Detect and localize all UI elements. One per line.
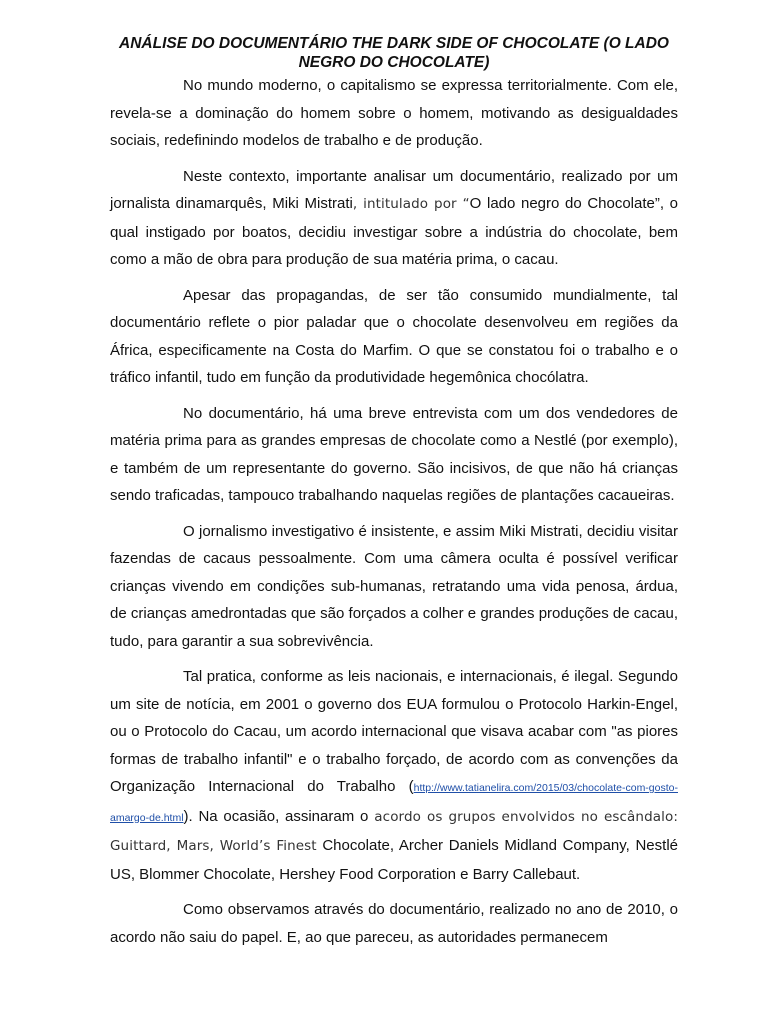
paragraph-5: O jornalismo investigativo é insistente, e assim Miki Mistrati, decidiu visitar fazendas de cacaus pessoalmente. Com uma câmera oculta é possível verificar crianças vivendo em condições sub-humanas, retratando uma vida penosa, árdua, de crianças amedrontadas que são forçados a colher e grandes produções de cacau, tudo, para garantir a sua sobrevivência. xyxy=(110,522,678,650)
paragraph-6-text-c: acordo os grupos envolvidos no escândalo: Guittard, Mars, World’s Finest xyxy=(110,808,678,854)
paragraph-6-text-d: Chocolate, Archer Daniels Midland Company, Nestlé US, Blommer Chocolate, Hershey Food Corporation e Barry Callebaut. xyxy=(110,837,678,883)
paragraph-2-text-c: O lado negro do Chocolate”, o qual instigado por boatos, decidiu investigar sobre a indústria do chocolate, bem como a mão de obra para produção de sua matéria prima, o cacau. xyxy=(110,195,679,268)
document-title: ANÁLISE DO DOCUMENTÁRIO THE DARK SIDE OF CHOCOLATE (O LADO NEGRO DO CHOCOLATE) xyxy=(119,35,669,71)
paragraph-6 xyxy=(110,663,678,888)
paragraph-6-text-a: Tal pratica, conforme as leis nacionais, e internacionais, é ilegal. Segundo um site de notícia, em 2001 o governo dos EUA formulou o Protocolo Harkin-Engel, ou o Protocolo do Cacau, um acordo internacional que visava acabar com "as piores formas de trabalho infantil" e o trabalho forçado, de acordo com as convenções da Organização Internacional do Trabalho ( xyxy=(110,668,678,795)
paragraph-4: No documentário, há uma breve entrevista com um dos vendedores de matéria prima para as grandes empresas de chocolate como a Nestlé (por exemplo), e também de um representante do governo. São incisivos, de que não há crianças sendo traficadas, tampouco trabalhando naquelas regiões de plantações cacaueiras. xyxy=(110,404,678,504)
paragraph-3: Apesar das propagandas, de ser tão consumido mundialmente, tal documentário reflete o pior paladar que o chocolate desenvolveu em regiões da África, especificamente na Costa do Marfim. O que se constatou foi o trabalho e o tráfico infantil, tudo em função da produtividade hegemônica chocólatra. xyxy=(110,286,678,386)
source-link[interactable]: http://www.tatianelira.com/2015/03/chocolate-com-gosto-amargo-de.html xyxy=(110,782,678,824)
paragraph-6-text-b: ). Na ocasião, assinaram o xyxy=(183,807,369,825)
paragraph-2-text-a: Neste contexto, importante analisar um documentário, realizado por um jornalista dinamarquês, Miki Mistrati xyxy=(110,167,678,212)
paragraph-2 xyxy=(110,163,678,274)
paragraph-2-text-b: , intitulado por “ xyxy=(352,196,470,212)
paragraph-7: Como observamos através do documentário, realizado no ano de 2010, o acordo não saiu do papel. E, ao que pareceu, as autoridades permanecem xyxy=(110,901,678,946)
paragraph-1: No mundo moderno, o capitalismo se expressa territorialmente. Com ele, revela-se a dominação do homem sobre o homem, motivando as desigualdades sociais, redefinindo modelos de trabalho e de produção. xyxy=(110,77,678,149)
